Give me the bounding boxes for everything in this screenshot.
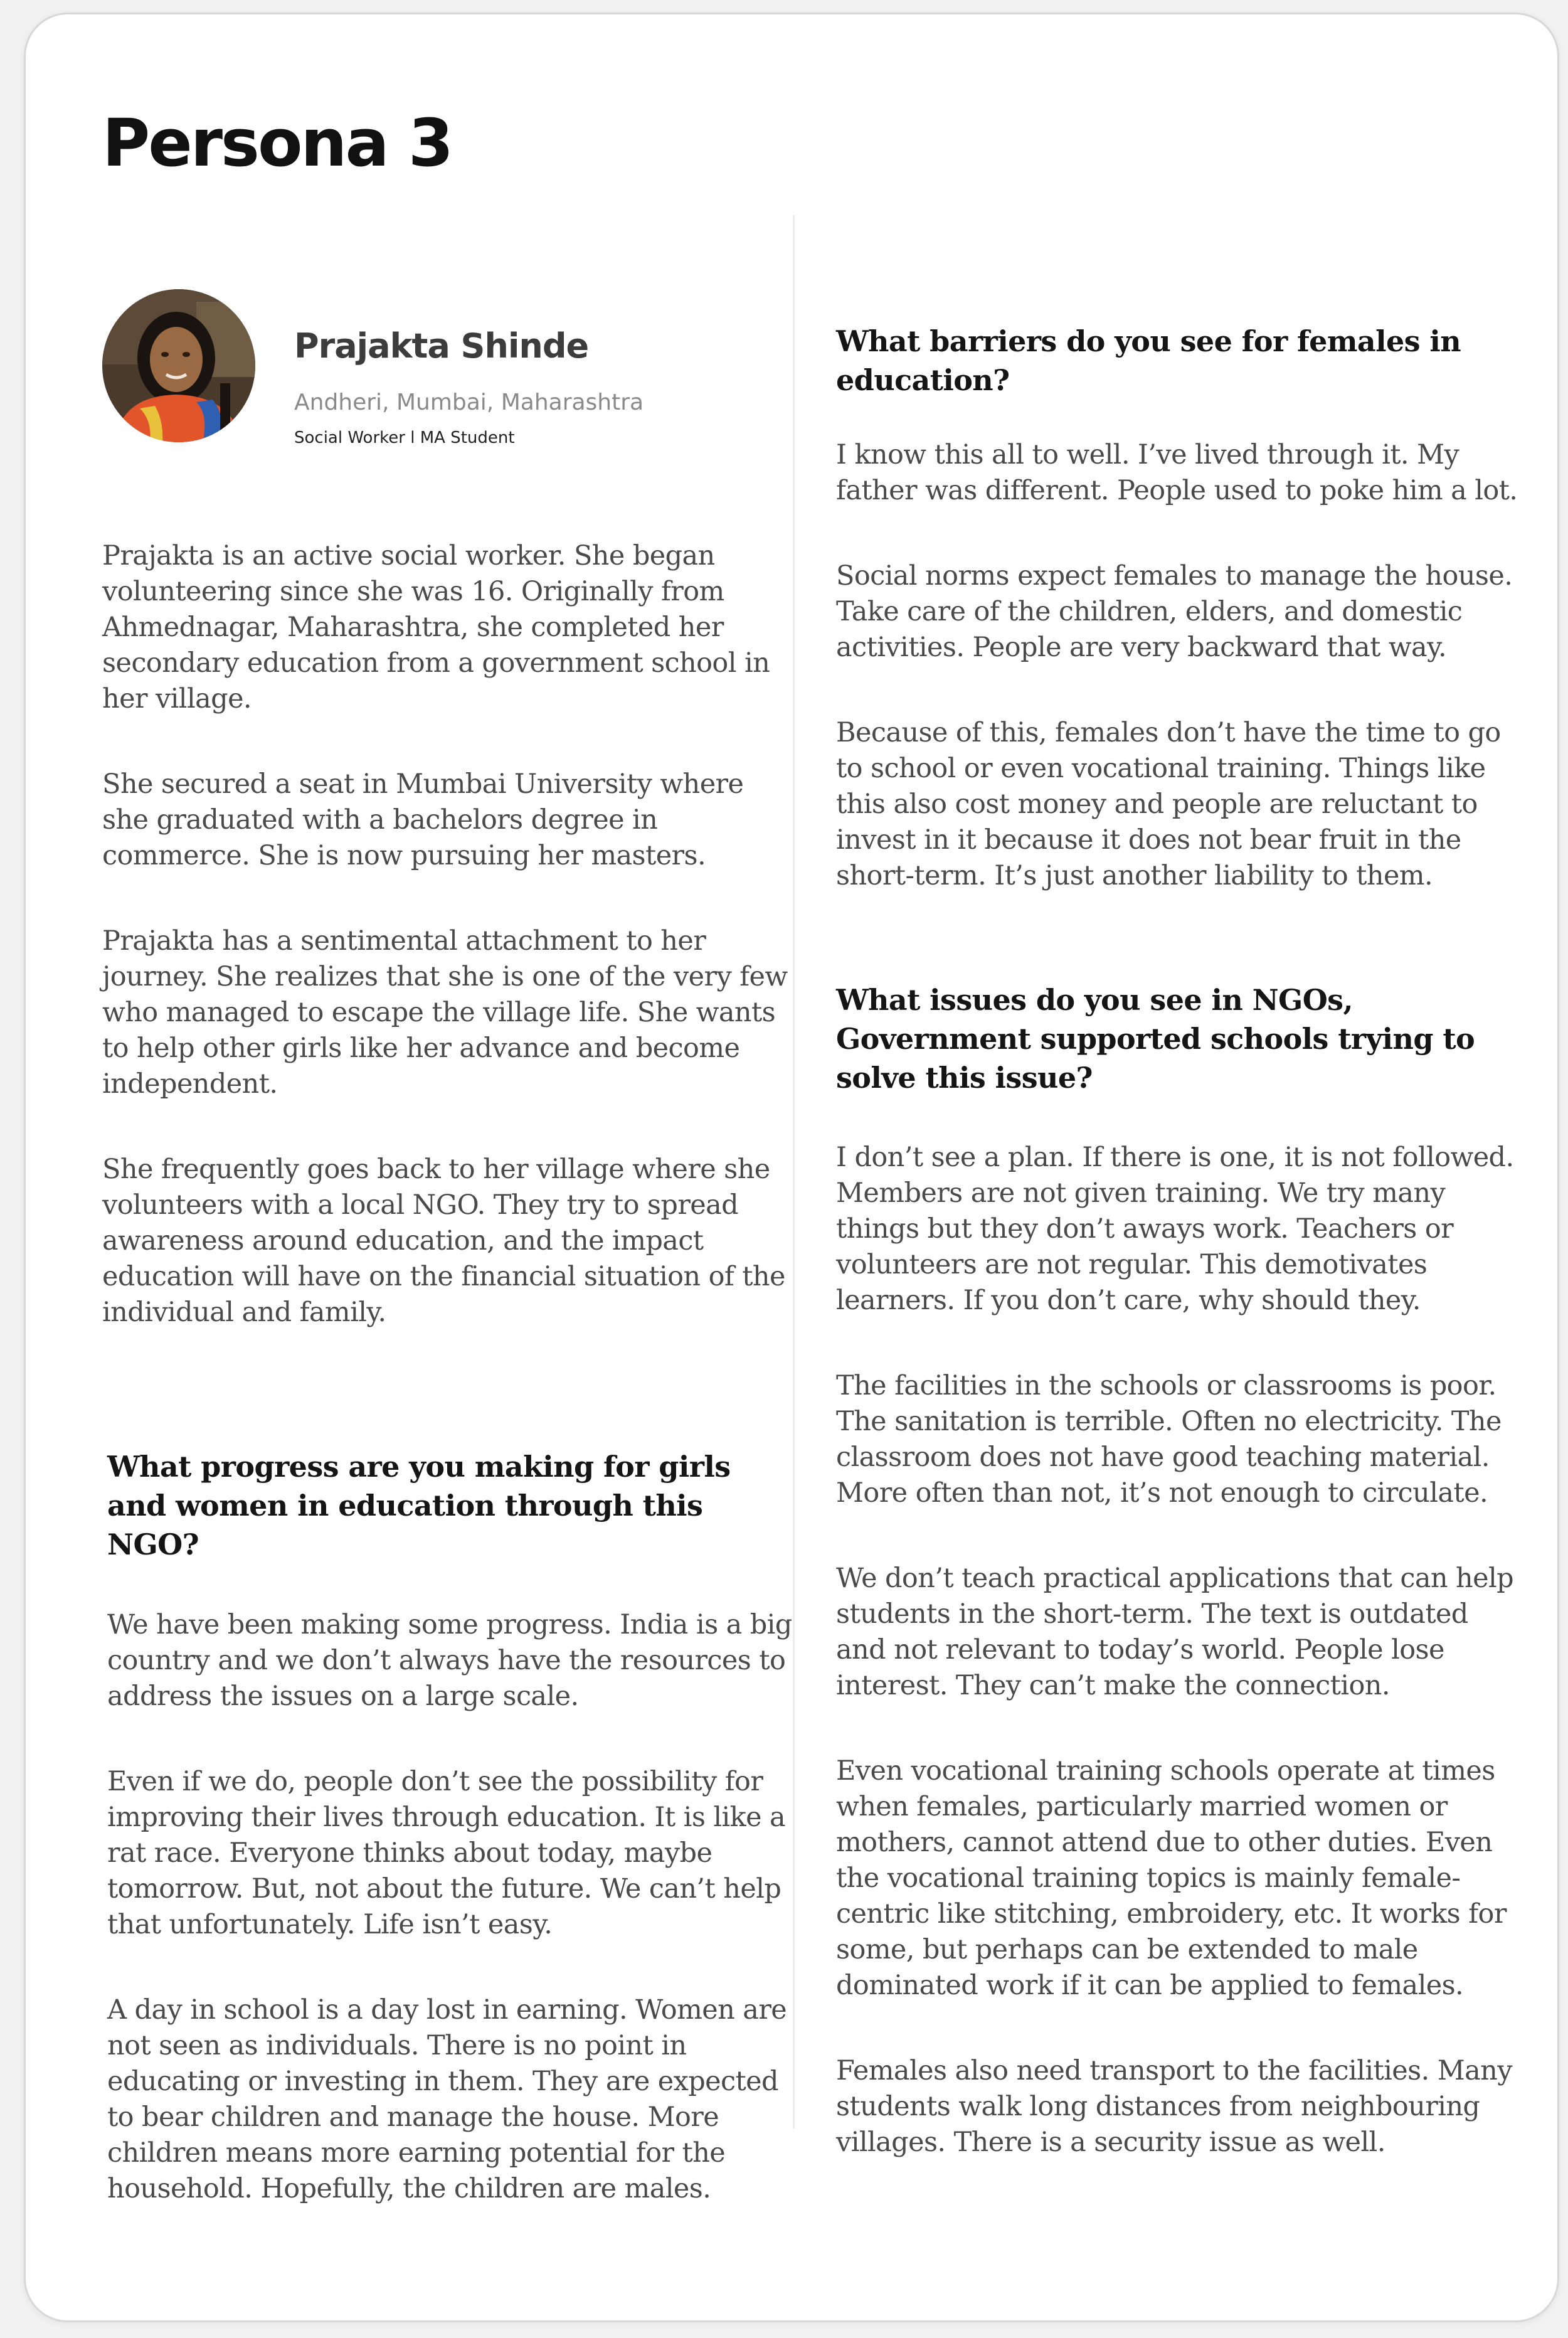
- bio-paragraph: She frequently goes back to her village where she volunteers with a local NGO. They try to spread awareness around education, and the impact education will have on the financial situation of the individual and family.: [102, 1154, 785, 1328]
- answer-paragraph: Even if we do, people don’t see the possibility for improving their lives through education. It is like a rat race. Everyone thinks about today, maybe tomorrow. But, not about the future. We can’t help that unfortunately. Life isn’t easy.: [107, 1766, 786, 1940]
- page-title: Persona 3: [102, 105, 452, 181]
- question-section-ngo-issues: [836, 980, 1523, 2210]
- question-section-progress: [107, 1447, 794, 2256]
- answer-paragraph: Because of this, females don’t have the time to go to school or even vocational training. Things like this also cost money and people are reluctant to invest in it because it does not bear fruit in the short-term. It’s just another liability to them.: [836, 717, 1501, 891]
- answer-paragraph: Social norms expect females to manage the house. Take care of the children, elders, and domestic activities. People are very backward that way.: [836, 560, 1513, 663]
- answer-paragraph: I know this all to well. I’ve lived through it. My father was different. People used to poke him a lot.: [836, 439, 1518, 506]
- question-heading: What progress are you making for girls and women in education through this NGO?: [107, 1450, 731, 1561]
- answer-paragraph: A day in school is a day lost in earning. Women are not seen as individuals. There is no point in educating or investing in them. They are expected to bear children and manage the house. More children means more earning potential for the household. Hopefully, the children are males.: [107, 1994, 787, 2204]
- profile-role: Social Worker l MA Student: [294, 428, 515, 447]
- answer-paragraph: We don’t teach practical applications that can help students in the short-term. The text is outdated and not relevant to today’s world. People lose interest. They can’t make the connection.: [836, 1563, 1514, 1701]
- bio-paragraph: She secured a seat in Mumbai University where she graduated with a bachelors degree in commerce. She is now pursuing her masters.: [102, 768, 744, 871]
- answer-paragraph: Females also need transport to the facilities. Many students walk long distances from neighbouring villages. There is a security issue as well.: [836, 2055, 1512, 2158]
- profile-location: Andheri, Mumbai, Maharashtra: [294, 390, 644, 415]
- question-heading: What barriers do you see for females in education?: [836, 324, 1461, 397]
- answer-paragraph: We have been making some progress. India is a big country and we don’t always have the resources to address the issues on a large scale.: [107, 1609, 792, 1712]
- profile-name: Prajakta Shinde: [294, 326, 589, 366]
- question-section-barriers: [836, 322, 1523, 943]
- persona-card: [24, 13, 1559, 2322]
- question-heading: What issues do you see in NGOs, Government supported schools trying to solve this issue?: [836, 983, 1475, 1095]
- bio-section: [102, 538, 795, 1380]
- answer-paragraph: The facilities in the schools or classrooms is poor. The sanitation is terrible. Often no electricity. The classroom does not have good teaching material. More often than not, it’s not enough to circulate.: [836, 1370, 1502, 1509]
- portrait-photo-icon: [102, 289, 255, 442]
- bio-paragraph: Prajakta is an active social worker. She began volunteering since she was 16. Originally from Ahmednagar, Maharashtra, she completed her secondary education from a government school in her village.: [102, 540, 770, 715]
- avatar: [102, 289, 255, 442]
- bio-paragraph: Prajakta has a sentimental attachment to her journey. She realizes that she is one of the very few who managed to escape the village life. She wants to help other girls like her advance and become independent.: [102, 925, 788, 1100]
- answer-paragraph: Even vocational training schools operate at times when females, particularly married women or mothers, cannot attend due to other duties. Even the vocational training topics is mainly female-centric like stitching, embroidery, etc. It works for some, but perhaps can be extended to male dominated work if it can be applied to females.: [836, 1755, 1507, 2001]
- answer-paragraph: I don’t see a plan. If there is one, it is not followed. Members are not given training. We try many things but they don’t aways work. Teachers or volunteers are not regular. This demotivates learners. If you don’t care, why should they.: [836, 1142, 1514, 1316]
